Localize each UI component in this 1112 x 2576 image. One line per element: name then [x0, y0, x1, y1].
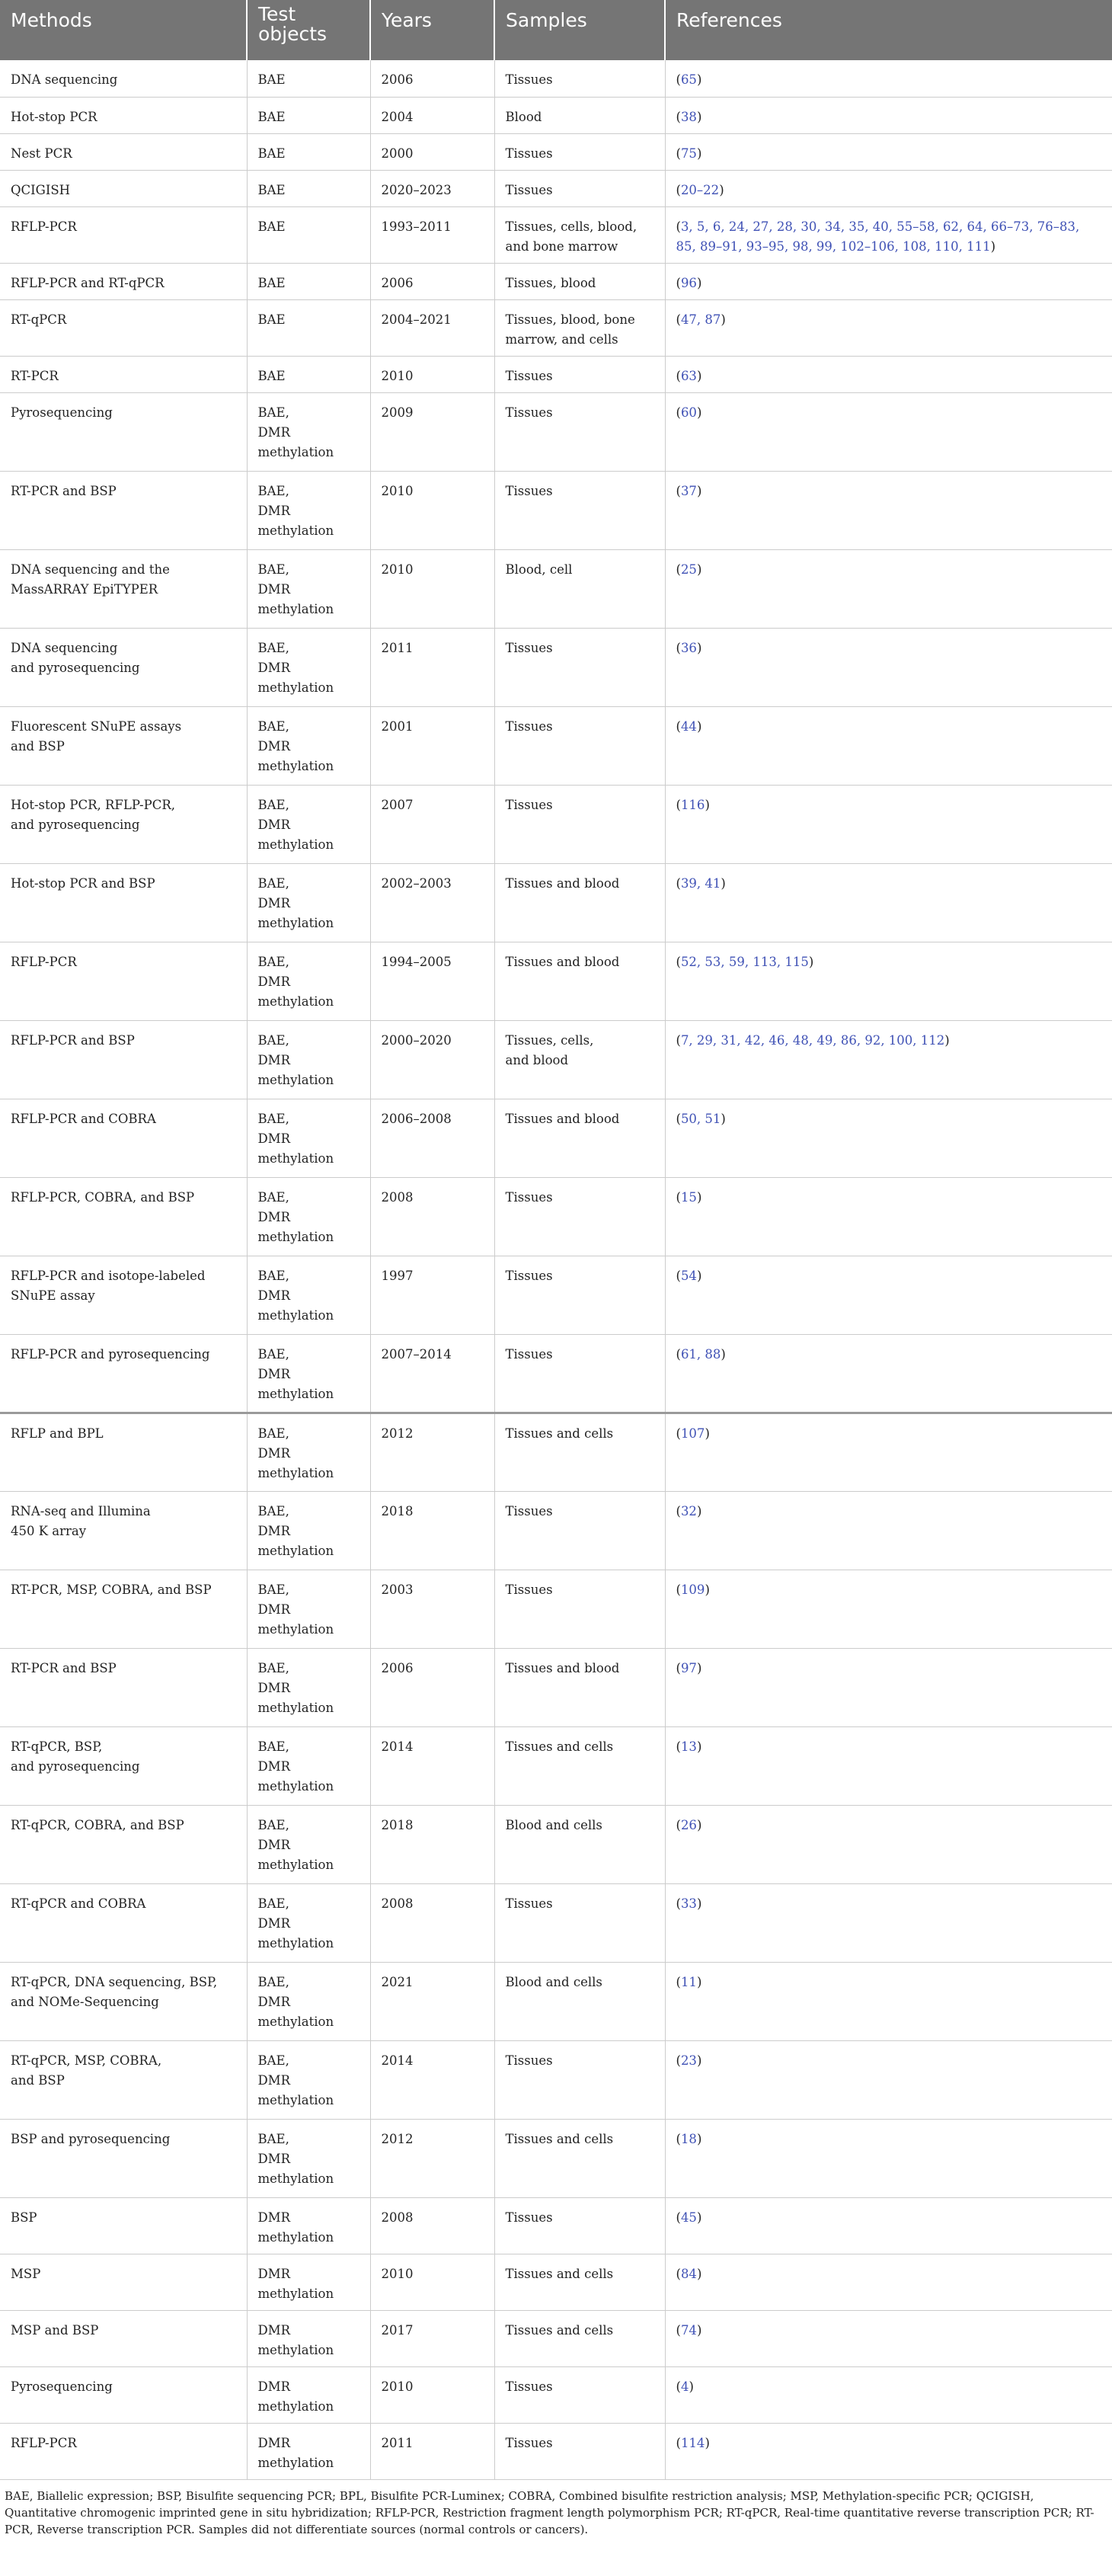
references-cell: (116) [665, 785, 1112, 863]
references-cell: (32) [665, 1491, 1112, 1570]
references-cell: (7, 29, 31, 42, 46, 48, 49, 86, 92, 100, 112) [665, 1020, 1112, 1099]
reference-links[interactable]: 107 [680, 1426, 705, 1441]
years-cell: 2004 [370, 97, 494, 133]
test-objects-cell: DMR methylation [247, 2254, 370, 2310]
samples-cell: Tissues and blood [494, 942, 665, 1020]
reference-links[interactable]: 84 [680, 2266, 697, 2281]
references-cell: (39, 41) [665, 863, 1112, 942]
method-cell: RT-qPCR, BSP, and pyrosequencing [0, 1726, 247, 1805]
method-cell: RFLP-PCR and isotope-labeled SNuPE assay [0, 1256, 247, 1334]
reference-links[interactable]: 114 [680, 2435, 705, 2450]
samples-cell: Blood and cells [494, 1805, 665, 1883]
reference-links[interactable]: 50, 51 [680, 1111, 721, 1126]
method-cell: RFLP-PCR and COBRA [0, 1099, 247, 1177]
header-test-objects: Test objects [247, 0, 370, 60]
test-objects-cell: BAE, DMR methylation [247, 2119, 370, 2197]
table-row [0, 549, 1112, 628]
method-cell: RNA-seq and Illumina 450 K array [0, 1491, 247, 1570]
table-row [0, 2040, 1112, 2119]
method-cell: Nest PCR [0, 133, 247, 170]
table-footnote: BAE, Biallelic expression; BSP, Bisulfite sequencing PCR; BPL, Bisulfite PCR-Luminex; COBRA, Combined bisulfite restriction analysis; MSP, Methylation-specific PCR; QCIGISH, Quantitative chromogenic imprinted gene in situ hybridization; RFLP-PCR, Restriction fragment length polymorphism PCR; RT-qPCR, Real-time quantitative reverse transcription PCR; RT-PCR, Reverse transcription PCR. Samples did not differentiate sources (normal controls or cancers). [5, 2488, 1094, 2536]
years-cell: 2012 [370, 2119, 494, 2197]
test-objects-cell: BAE, DMR methylation [247, 1177, 370, 1256]
test-objects-cell: BAE, DMR methylation [247, 628, 370, 706]
years-cell: 2018 [370, 1491, 494, 1570]
test-objects-cell: BAE, DMR methylation [247, 785, 370, 863]
samples-cell: Tissues, blood [494, 263, 665, 299]
test-objects-cell: BAE, DMR methylation [247, 942, 370, 1020]
samples-cell: Tissues [494, 2197, 665, 2254]
references-cell: (47, 87) [665, 299, 1112, 356]
years-cell: 2006 [370, 60, 494, 97]
table-body [0, 60, 1112, 2479]
years-cell: 2004–2021 [370, 299, 494, 356]
table-row [0, 2423, 1112, 2479]
test-objects-cell: BAE, DMR methylation [247, 1570, 370, 1648]
samples-cell: Tissues and cells [494, 2254, 665, 2310]
years-cell: 1993–2011 [370, 206, 494, 263]
samples-cell: Tissues [494, 60, 665, 97]
references-cell: (45) [665, 2197, 1112, 2254]
table-row [0, 628, 1112, 706]
reference-links[interactable]: 44 [680, 718, 697, 734]
years-cell: 2009 [370, 392, 494, 471]
references-cell: (109) [665, 1570, 1112, 1648]
references-cell: (37) [665, 471, 1112, 549]
table-row [0, 863, 1112, 942]
method-cell: BSP [0, 2197, 247, 2254]
samples-cell: Tissues [494, 706, 665, 785]
references-cell: (54) [665, 1256, 1112, 1334]
reference-links[interactable]: 38 [680, 109, 697, 124]
method-cell: RFLP-PCR, COBRA, and BSP [0, 1177, 247, 1256]
test-objects-cell: BAE, DMR methylation [247, 1962, 370, 2040]
years-cell: 2006 [370, 263, 494, 299]
years-cell: 2008 [370, 2197, 494, 2254]
table-row [0, 1883, 1112, 1962]
samples-cell: Tissues [494, 1883, 665, 1962]
years-cell: 2006 [370, 1648, 494, 1726]
reference-links[interactable]: 37 [680, 483, 697, 498]
years-cell: 2017 [370, 2310, 494, 2366]
method-cell: RT-PCR and BSP [0, 471, 247, 549]
years-cell: 2011 [370, 628, 494, 706]
years-cell: 2002–2003 [370, 863, 494, 942]
header-samples: Samples [494, 0, 665, 60]
references-cell: (74) [665, 2310, 1112, 2366]
years-cell: 2020–2023 [370, 170, 494, 206]
method-cell: RFLP-PCR [0, 206, 247, 263]
years-cell: 2008 [370, 1883, 494, 1962]
table-row [0, 2366, 1112, 2423]
samples-cell: Tissues [494, 2423, 665, 2479]
table-row [0, 2197, 1112, 2254]
table-row [0, 942, 1112, 1020]
references-cell: (96) [665, 263, 1112, 299]
references-cell: (65) [665, 60, 1112, 97]
method-cell: RT-PCR [0, 356, 247, 392]
samples-cell: Tissues [494, 628, 665, 706]
samples-cell: Tissues [494, 2040, 665, 2119]
table-row [0, 1334, 1112, 1413]
reference-links[interactable]: 25 [680, 562, 697, 577]
years-cell: 1997 [370, 1256, 494, 1334]
test-objects-cell: BAE, DMR methylation [247, 1099, 370, 1177]
samples-cell: Tissues and blood [494, 1099, 665, 1177]
table-row [0, 60, 1112, 97]
reference-links[interactable]: 26 [680, 1817, 697, 1832]
method-cell: MSP [0, 2254, 247, 2310]
method-cell: MSP and BSP [0, 2310, 247, 2366]
reference-links[interactable]: 32 [680, 1503, 697, 1518]
references-cell: (61, 88) [665, 1334, 1112, 1413]
reference-links[interactable]: 116 [680, 797, 705, 812]
test-objects-cell: BAE [247, 263, 370, 299]
samples-cell: Tissues [494, 1177, 665, 1256]
reference-links[interactable]: 33 [680, 1896, 697, 1911]
reference-links[interactable]: 15 [680, 1189, 697, 1205]
years-cell: 2003 [370, 1570, 494, 1648]
samples-cell: Tissues [494, 356, 665, 392]
references-cell: (107) [665, 1413, 1112, 1491]
samples-cell: Tissues, blood, bone marrow, and cells [494, 299, 665, 356]
method-cell: RFLP-PCR [0, 2423, 247, 2479]
samples-cell: Blood and cells [494, 1962, 665, 2040]
table-row [0, 1726, 1112, 1805]
years-cell: 2001 [370, 706, 494, 785]
samples-cell: Tissues [494, 1334, 665, 1413]
reference-links[interactable]: 96 [680, 275, 697, 290]
test-objects-cell: BAE, DMR methylation [247, 1256, 370, 1334]
method-cell: Pyrosequencing [0, 2366, 247, 2423]
method-cell: RT-qPCR, COBRA, and BSP [0, 1805, 247, 1883]
method-cell: DNA sequencing [0, 60, 247, 97]
references-cell: (26) [665, 1805, 1112, 1883]
references-cell: (33) [665, 1883, 1112, 1962]
reference-links[interactable]: 39, 41 [680, 875, 721, 891]
reference-links[interactable]: 52, 53, 59, 113, 115 [680, 954, 809, 969]
method-cell: Hot-stop PCR, RFLP-PCR, and pyrosequencing [0, 785, 247, 863]
samples-cell: Tissues and cells [494, 1413, 665, 1491]
method-cell: Hot-stop PCR and BSP [0, 863, 247, 942]
samples-cell: Tissues [494, 1570, 665, 1648]
references-cell: (13) [665, 1726, 1112, 1805]
samples-cell: Blood, cell [494, 549, 665, 628]
samples-cell: Tissues [494, 1256, 665, 1334]
references-cell: (38) [665, 97, 1112, 133]
test-objects-cell: BAE, DMR methylation [247, 1334, 370, 1413]
test-objects-cell: BAE [247, 170, 370, 206]
years-cell: 2000 [370, 133, 494, 170]
table-row [0, 785, 1112, 863]
reference-links[interactable]: 54 [680, 1268, 697, 1283]
method-cell: RFLP-PCR [0, 942, 247, 1020]
method-cell: BSP and pyrosequencing [0, 2119, 247, 2197]
samples-cell: Tissues, cells, and blood [494, 1020, 665, 1099]
samples-cell: Tissues and blood [494, 863, 665, 942]
header-methods: Methods [0, 0, 247, 60]
table-row [0, 133, 1112, 170]
references-cell: (4) [665, 2366, 1112, 2423]
test-objects-cell: BAE, DMR methylation [247, 1883, 370, 1962]
table-row [0, 1099, 1112, 1177]
test-objects-cell: BAE, DMR methylation [247, 1726, 370, 1805]
reference-links[interactable]: 60 [680, 405, 697, 420]
references-cell: (20–22) [665, 170, 1112, 206]
years-cell: 2007 [370, 785, 494, 863]
table-row [0, 471, 1112, 549]
test-objects-cell: BAE, DMR methylation [247, 1491, 370, 1570]
method-cell: DNA sequencing and the MassARRAY EpiTYPER [0, 549, 247, 628]
years-cell: 2014 [370, 2040, 494, 2119]
method-cell: RT-qPCR, MSP, COBRA, and BSP [0, 2040, 247, 2119]
table-row [0, 1491, 1112, 1570]
references-cell: (84) [665, 2254, 1112, 2310]
test-objects-cell: BAE [247, 97, 370, 133]
samples-cell: Tissues and cells [494, 1726, 665, 1805]
samples-cell: Tissues [494, 170, 665, 206]
table-row [0, 170, 1112, 206]
samples-cell: Tissues [494, 133, 665, 170]
test-objects-cell: BAE [247, 206, 370, 263]
test-objects-cell: BAE, DMR methylation [247, 2040, 370, 2119]
method-cell: RFLP and BPL [0, 1413, 247, 1491]
test-objects-cell: DMR methylation [247, 2310, 370, 2366]
method-cell: DNA sequencing and pyrosequencing [0, 628, 247, 706]
test-objects-cell: BAE, DMR methylation [247, 863, 370, 942]
references-cell: (23) [665, 2040, 1112, 2119]
samples-cell: Tissues, cells, blood, and bone marrow [494, 206, 665, 263]
references-cell: (114) [665, 2423, 1112, 2479]
table-row [0, 392, 1112, 471]
test-objects-cell: BAE [247, 60, 370, 97]
method-cell: Pyrosequencing [0, 392, 247, 471]
references-cell: (97) [665, 1648, 1112, 1726]
samples-cell: Tissues [494, 785, 665, 863]
years-cell: 2010 [370, 2254, 494, 2310]
years-cell: 2010 [370, 549, 494, 628]
method-cell: Fluorescent SNuPE assays and BSP [0, 706, 247, 785]
references-cell: (75) [665, 133, 1112, 170]
table-header [0, 0, 1112, 60]
references-cell: (18) [665, 2119, 1112, 2197]
samples-cell: Tissues and cells [494, 2119, 665, 2197]
test-objects-cell: DMR methylation [247, 2197, 370, 2254]
years-cell: 2007–2014 [370, 1334, 494, 1413]
references-cell: (15) [665, 1177, 1112, 1256]
test-objects-cell: BAE [247, 356, 370, 392]
table-row [0, 356, 1112, 392]
samples-cell: Tissues and blood [494, 1648, 665, 1726]
reference-links[interactable]: 109 [680, 1582, 705, 1597]
years-cell: 2014 [370, 1726, 494, 1805]
header-row [0, 0, 1112, 60]
table-row [0, 206, 1112, 263]
table-row [0, 1962, 1112, 2040]
method-cell: RT-PCR, MSP, COBRA, and BSP [0, 1570, 247, 1648]
method-cell: RT-PCR and BSP [0, 1648, 247, 1726]
reference-links[interactable]: 61, 88 [680, 1346, 721, 1362]
table-row [0, 1805, 1112, 1883]
references-cell: (25) [665, 549, 1112, 628]
reference-links[interactable]: 97 [680, 1660, 697, 1675]
reference-links[interactable]: 36 [680, 640, 697, 655]
method-cell: RT-qPCR and COBRA [0, 1883, 247, 1962]
samples-cell: Blood [494, 97, 665, 133]
test-objects-cell: BAE, DMR methylation [247, 549, 370, 628]
table-row [0, 2254, 1112, 2310]
method-cell: RT-qPCR [0, 299, 247, 356]
table-row [0, 1256, 1112, 1334]
years-cell: 2010 [370, 356, 494, 392]
reference-links[interactable]: 45 [680, 2210, 697, 2225]
table-row [0, 299, 1112, 356]
years-cell: 2011 [370, 2423, 494, 2479]
samples-cell: Tissues and cells [494, 2310, 665, 2366]
reference-links[interactable]: 23 [680, 2053, 697, 2068]
method-cell: Hot-stop PCR [0, 97, 247, 133]
header-references: References [665, 0, 1112, 60]
years-cell: 2006–2008 [370, 1099, 494, 1177]
references-cell: (36) [665, 628, 1112, 706]
test-objects-cell: BAE, DMR methylation [247, 1648, 370, 1726]
reference-links[interactable]: 11 [680, 1974, 697, 1989]
years-cell: 1994–2005 [370, 942, 494, 1020]
reference-links[interactable]: 3, 5, 6, 24, 27, 28, 30, 34, 35, 40, 55–58, 62, 64, 66–73, 76–83, 85, 89–91, 93–95, 98, 99, 102–106, 108, 110, 111 [676, 219, 1080, 254]
reference-links[interactable]: 74 [680, 2322, 697, 2338]
samples-cell: Tissues [494, 1491, 665, 1570]
reference-links[interactable]: 75 [680, 146, 697, 161]
reference-links[interactable]: 20–22 [680, 182, 720, 197]
method-cell: RT-qPCR, DNA sequencing, BSP, and NOMe-Sequencing [0, 1962, 247, 2040]
test-objects-cell: DMR methylation [247, 2366, 370, 2423]
references-cell: (63) [665, 356, 1112, 392]
years-cell: 2008 [370, 1177, 494, 1256]
samples-cell: Tissues [494, 471, 665, 549]
method-cell: RFLP-PCR and BSP [0, 1020, 247, 1099]
table-row [0, 1413, 1112, 1491]
header-years: Years [370, 0, 494, 60]
references-cell: (50, 51) [665, 1099, 1112, 1177]
reference-links[interactable]: 65 [680, 72, 697, 87]
test-objects-cell: BAE [247, 133, 370, 170]
samples-cell: Tissues [494, 2366, 665, 2423]
years-cell: 2012 [370, 1413, 494, 1491]
references-cell: (52, 53, 59, 113, 115) [665, 942, 1112, 1020]
test-objects-cell: BAE, DMR methylation [247, 471, 370, 549]
reference-links[interactable]: 13 [680, 1739, 697, 1754]
references-cell: (11) [665, 1962, 1112, 2040]
table-row [0, 1648, 1112, 1726]
years-cell: 2018 [370, 1805, 494, 1883]
samples-cell: Tissues [494, 392, 665, 471]
table-row [0, 1177, 1112, 1256]
table-row [0, 706, 1112, 785]
references-cell: (3, 5, 6, 24, 27, 28, 30, 34, 35, 40, 55–58, 62, 64, 66–73, 76–83, 85, 89–91, 93–95, 98, 99, 102–106, 108, 110, 111) [665, 206, 1112, 263]
test-objects-cell: BAE, DMR methylation [247, 1805, 370, 1883]
reference-links[interactable]: 47, 87 [680, 312, 721, 327]
reference-links[interactable]: 63 [680, 368, 697, 383]
method-cell: RFLP-PCR and RT-qPCR [0, 263, 247, 299]
test-objects-cell: BAE, DMR methylation [247, 1413, 370, 1491]
references-cell: (60) [665, 392, 1112, 471]
table-row [0, 1020, 1112, 1099]
years-cell: 2010 [370, 2366, 494, 2423]
reference-links[interactable]: 7, 29, 31, 42, 46, 48, 49, 86, 92, 100, 112 [680, 1032, 945, 1048]
reference-links[interactable]: 18 [680, 2131, 697, 2146]
test-objects-cell: BAE [247, 299, 370, 356]
method-cell: QCIGISH [0, 170, 247, 206]
reference-links[interactable]: 4 [680, 2379, 689, 2394]
years-cell: 2021 [370, 1962, 494, 2040]
table-row [0, 1570, 1112, 1648]
test-objects-cell: BAE, DMR methylation [247, 1020, 370, 1099]
method-cell: RFLP-PCR and pyrosequencing [0, 1334, 247, 1413]
test-objects-cell: BAE, DMR methylation [247, 392, 370, 471]
years-cell: 2000–2020 [370, 1020, 494, 1099]
table-row [0, 97, 1112, 133]
test-objects-cell: DMR methylation [247, 2423, 370, 2479]
references-cell: (44) [665, 706, 1112, 785]
years-cell: 2010 [370, 471, 494, 549]
table-row [0, 2310, 1112, 2366]
table-row [0, 2119, 1112, 2197]
test-objects-cell: BAE, DMR methylation [247, 706, 370, 785]
table-row [0, 263, 1112, 299]
